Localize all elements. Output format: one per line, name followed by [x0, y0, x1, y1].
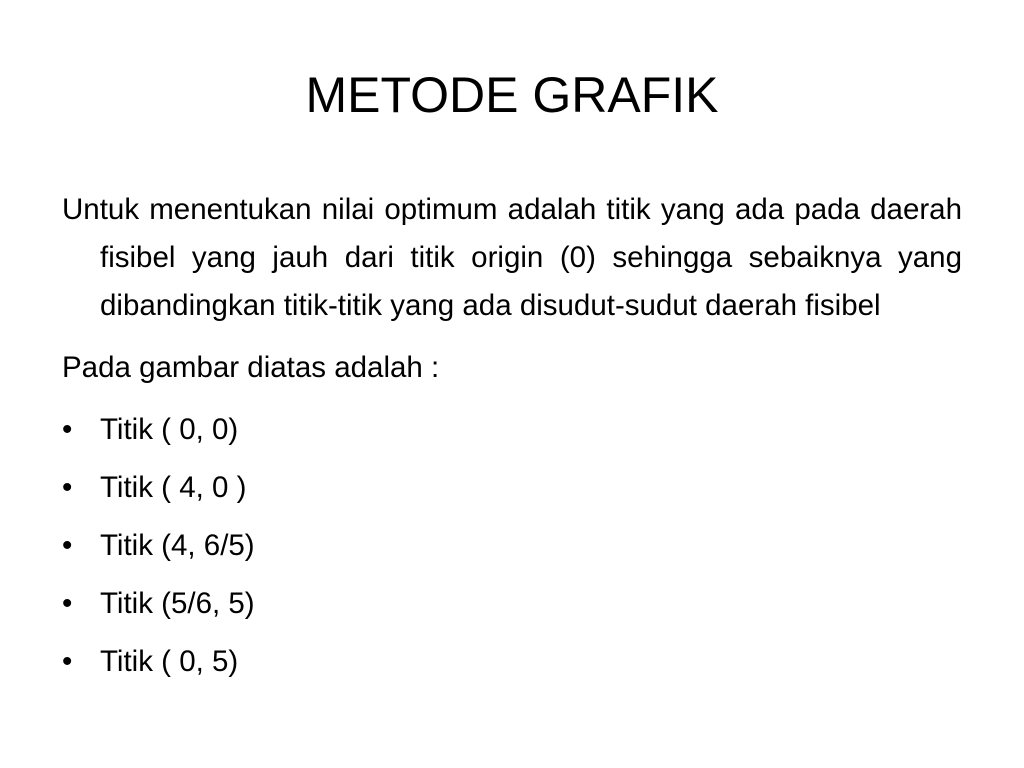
list-item-text: Titik ( 0, 0) [100, 413, 239, 446]
list-item [62, 638, 962, 686]
slide-body [62, 186, 962, 696]
list-item-text: Titik (4, 6/5) [100, 529, 255, 562]
intro-paragraph: Untuk menentukan nilai optimum adalah titik yang ada pada daerah fisibel yang jauh dari titik origin (0) sehingga sebaiknya yang dibandingkan titik-titik yang ada disudut-sudut daerah fisibel [62, 193, 962, 322]
list-item [62, 406, 962, 454]
list-item [62, 464, 962, 512]
list-item [62, 580, 962, 628]
list-item-text: Titik ( 0, 5) [100, 645, 239, 678]
bullet-icon: • [62, 645, 73, 678]
list-lead-paragraph: Pada gambar diatas adalah : [62, 351, 440, 384]
bullet-icon: • [62, 413, 73, 446]
slide-title: METODE GRAFIK [305, 67, 719, 123]
bullet-icon: • [62, 471, 73, 504]
bullet-icon: • [62, 529, 73, 562]
list-item-text: Titik ( 4, 0 ) [100, 471, 247, 504]
list-item-text: Titik (5/6, 5) [100, 587, 255, 620]
list-item [62, 522, 962, 570]
bullet-icon: • [62, 587, 73, 620]
point-list [62, 406, 962, 686]
